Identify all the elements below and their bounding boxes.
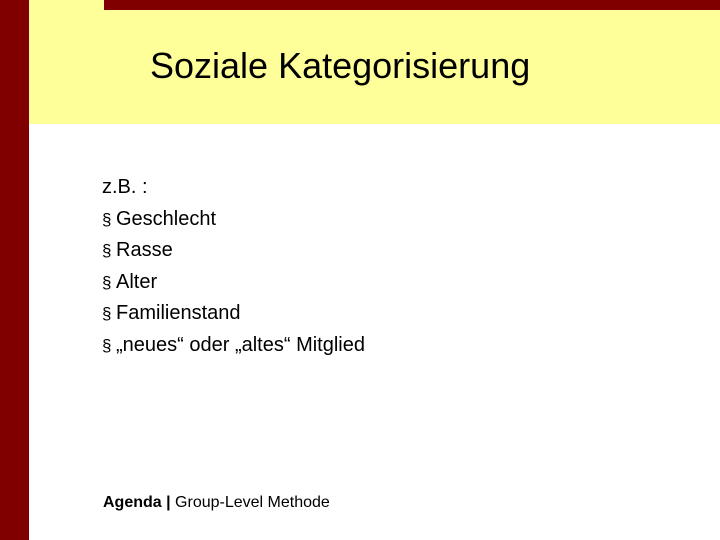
list-item-label: Geschlecht	[116, 207, 217, 230]
bullet-icon: §	[102, 241, 112, 260]
bullet-icon: §	[102, 304, 112, 323]
footer-separator: |	[161, 494, 176, 511]
footer	[103, 494, 330, 512]
footer-subtitle: Group-Level Methode	[175, 494, 330, 511]
intro-text: z.B. :	[102, 176, 148, 198]
list-item	[102, 235, 365, 267]
list-item-label: Familienstand	[116, 302, 241, 324]
bullet-list	[102, 204, 365, 362]
list-item-label: Rasse	[116, 239, 173, 261]
bullet-icon: §	[102, 335, 112, 355]
title-band-notch	[29, 0, 104, 10]
list-item	[102, 204, 365, 236]
list-item-label: Alter	[116, 270, 158, 293]
list-item	[102, 267, 365, 299]
slide-content	[102, 172, 365, 361]
top-accent-strip	[104, 0, 720, 10]
list-item	[102, 298, 365, 330]
slide-title: Soziale Kategorisierung	[150, 45, 531, 86]
bullet-icon: §	[102, 209, 112, 229]
left-accent-bar	[0, 0, 29, 540]
footer-section: Agenda	[103, 494, 162, 511]
list-item-label: „neues“ oder „altes“ Mitglied	[116, 333, 365, 356]
bullet-icon: §	[102, 272, 112, 292]
list-item	[102, 330, 365, 362]
